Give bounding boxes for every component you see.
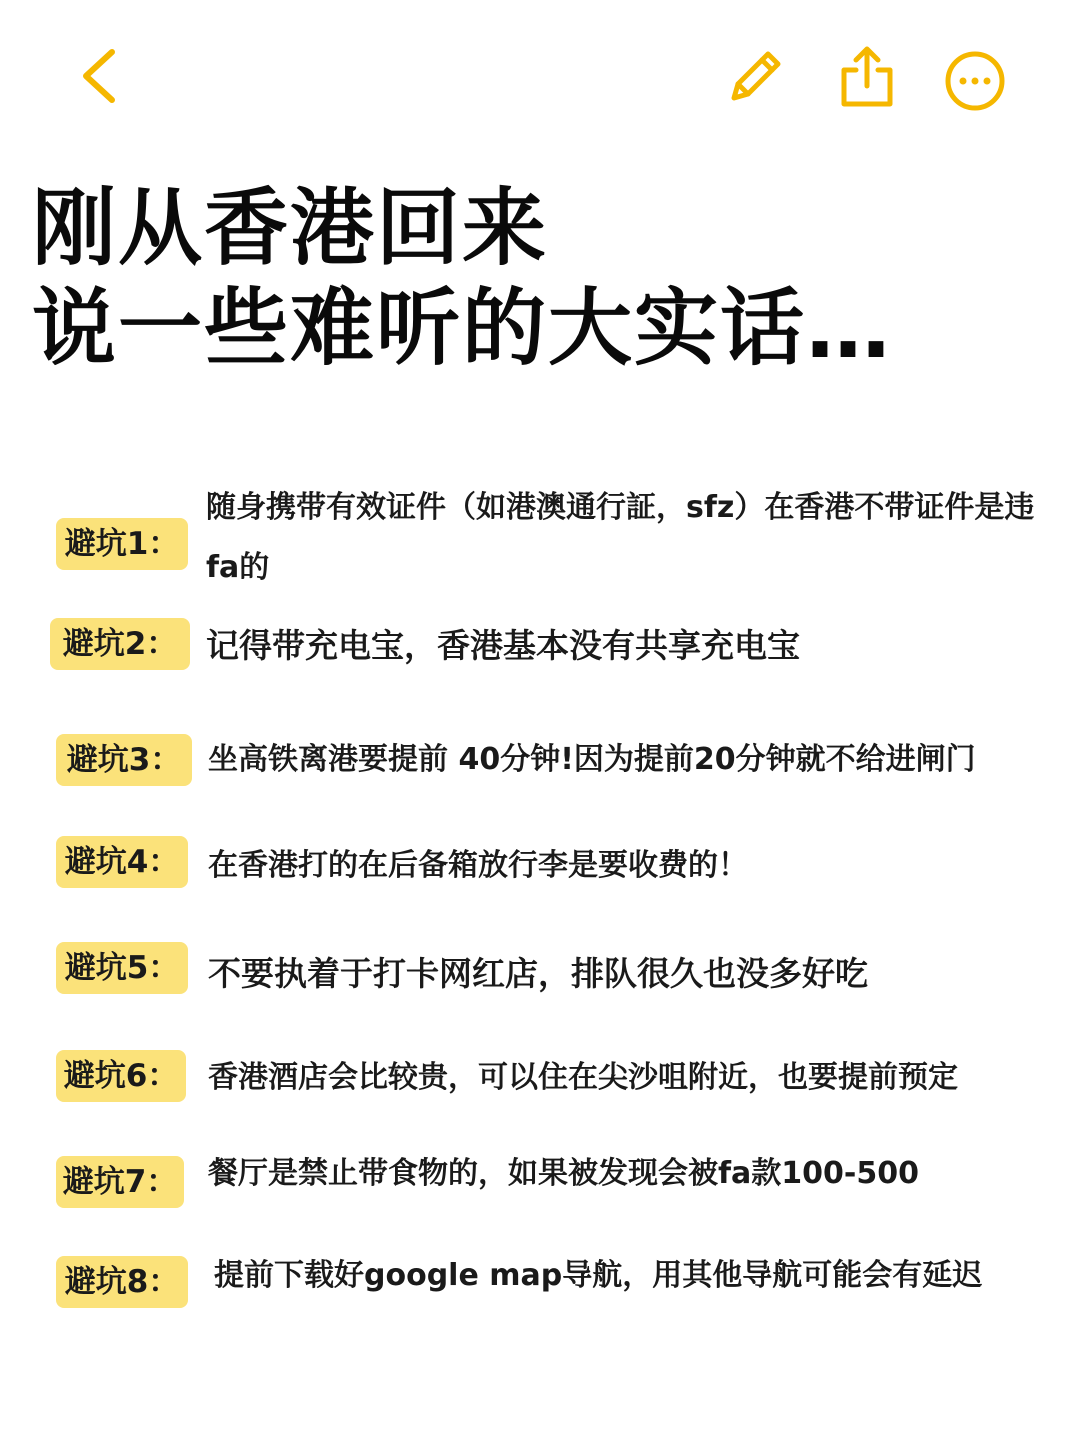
tip-text-2: 记得带充电宝，香港基本没有共享充电宝	[206, 626, 800, 665]
title-line-2: 说一些难听的大实话…	[32, 279, 893, 377]
more-button[interactable]	[944, 50, 1006, 112]
tip-tag-2: 避坑2：	[50, 618, 190, 670]
tip-text-6: 香港酒店会比较贵，可以住在尖沙咀附近，也要提前预定	[208, 1060, 958, 1095]
tip-tag-8: 避坑8：	[56, 1256, 188, 1308]
tip-tag-5: 避坑5：	[56, 942, 188, 994]
page-title	[32, 178, 1052, 378]
share-button[interactable]	[834, 44, 900, 110]
tip-tag-7: 避坑7：	[56, 1156, 184, 1208]
title-line-1: 刚从香港回来	[32, 179, 549, 277]
more-icon	[944, 50, 1006, 112]
pencil-icon	[722, 44, 788, 110]
tip-text-5: 不要执着于打卡网红店，排队很久也没多好吃	[208, 954, 868, 993]
edit-button[interactable]	[722, 44, 788, 110]
tip-text-1: 随身携带有效证件（如港澳通行証，sfz）在香港不带证件是违fa的	[206, 490, 1035, 585]
share-icon	[834, 44, 900, 110]
tip-text-7: 餐厅是禁止带食物的，如果被发现会被fa款100-500	[208, 1156, 919, 1191]
back-button[interactable]	[72, 44, 132, 108]
tip-tag-6: 避坑6：	[56, 1050, 186, 1102]
tip-text-8: 提前下载好google map导航，用其他导航可能会有延迟	[214, 1258, 983, 1293]
tip-tag-3: 避坑3：	[56, 734, 192, 786]
chevron-left-icon	[72, 44, 132, 108]
tip-text-3: 坐高铁离港要提前 40分钟!因为提前20分钟就不给进闸门	[208, 742, 976, 777]
tip-text-4: 在香港打的在后备箱放行李是要收费的！	[208, 848, 748, 883]
top-toolbar	[0, 0, 1080, 160]
tip-tag-4: 避坑4：	[56, 836, 188, 888]
tip-tag-1: 避坑1：	[56, 518, 188, 570]
